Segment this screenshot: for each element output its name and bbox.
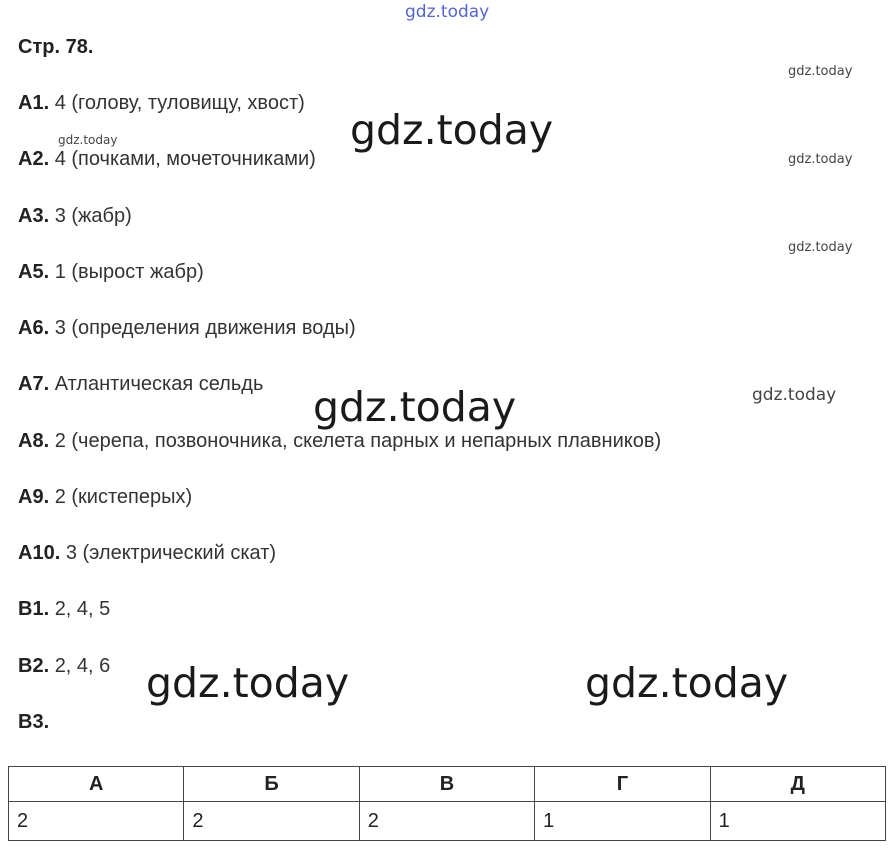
answer-a7 bbox=[18, 373, 263, 396]
table-row bbox=[9, 802, 886, 841]
answer-label: А3. bbox=[18, 205, 50, 227]
watermark-small: gdz.today bbox=[58, 133, 118, 147]
table-cell: 2 bbox=[184, 802, 359, 841]
answer-label: В2. bbox=[18, 655, 50, 677]
answer-label: А5. bbox=[18, 261, 50, 283]
answer-text: 2, 4, 6 bbox=[54, 655, 111, 677]
table-header-cell: Д bbox=[710, 767, 885, 802]
table-header-cell: Б bbox=[184, 767, 359, 802]
answer-text: 2 (черепа, позвоночника, скелета парных и непарных плавников) bbox=[54, 430, 662, 452]
watermark-small: gdz.today bbox=[788, 152, 853, 167]
answer-label: В1. bbox=[18, 598, 50, 620]
answer-text: 3 (жабр) bbox=[54, 205, 132, 227]
answer-label: А6. bbox=[18, 317, 50, 339]
table-cell: 1 bbox=[710, 802, 885, 841]
watermark-large: gdz.today bbox=[350, 106, 554, 154]
table-cell: 2 bbox=[9, 802, 184, 841]
answer-label: А7. bbox=[18, 373, 50, 395]
answer-label: В3. bbox=[18, 711, 50, 733]
answer-b1 bbox=[18, 598, 110, 621]
table-header-cell: А bbox=[9, 767, 184, 802]
table-header-cell: В bbox=[359, 767, 534, 802]
answer-text: 4 (голову, туловищу, хвост) bbox=[54, 92, 305, 114]
table-cell: 2 bbox=[359, 802, 534, 841]
answer-text: 2 (кистеперых) bbox=[54, 486, 193, 508]
watermark-small: gdz.today bbox=[788, 64, 853, 79]
table-cell: 1 bbox=[535, 802, 710, 841]
answer-text: 3 (определения движения воды) bbox=[54, 317, 356, 339]
answer-a8 bbox=[18, 430, 661, 453]
answer-label: А2. bbox=[18, 148, 50, 170]
watermark-medium: gdz.today bbox=[752, 385, 837, 405]
answer-label: А10. bbox=[18, 542, 61, 564]
answer-a5 bbox=[18, 261, 204, 284]
answer-table bbox=[8, 766, 886, 841]
table-header-row bbox=[9, 767, 886, 802]
answer-a10 bbox=[18, 542, 276, 565]
watermark-large: gdz.today bbox=[313, 383, 517, 431]
answer-label: А1. bbox=[18, 92, 50, 114]
answer-label: А8. bbox=[18, 430, 50, 452]
page-title: Стр. 78. bbox=[18, 36, 94, 58]
answer-a2 bbox=[18, 148, 316, 171]
watermark-large: gdz.today bbox=[585, 659, 789, 707]
watermark-large: gdz.today bbox=[146, 659, 350, 707]
answer-label: А9. bbox=[18, 486, 50, 508]
answer-b3 bbox=[18, 711, 49, 734]
watermark-small: gdz.today bbox=[788, 240, 853, 255]
answer-a3 bbox=[18, 205, 132, 228]
answer-text: 4 (почками, мочеточниками) bbox=[54, 148, 316, 170]
answer-text: 2, 4, 5 bbox=[54, 598, 111, 620]
answer-a1 bbox=[18, 92, 305, 115]
answer-a9 bbox=[18, 486, 192, 509]
answer-a6 bbox=[18, 317, 356, 340]
watermark-top: gdz.today bbox=[405, 2, 490, 22]
answer-text: Атлантическая сельдь bbox=[54, 373, 264, 395]
answer-text: 3 (электрический скат) bbox=[65, 542, 277, 564]
answer-b2 bbox=[18, 655, 110, 678]
table-header-cell: Г bbox=[535, 767, 710, 802]
answer-text: 1 (вырост жабр) bbox=[54, 261, 204, 283]
